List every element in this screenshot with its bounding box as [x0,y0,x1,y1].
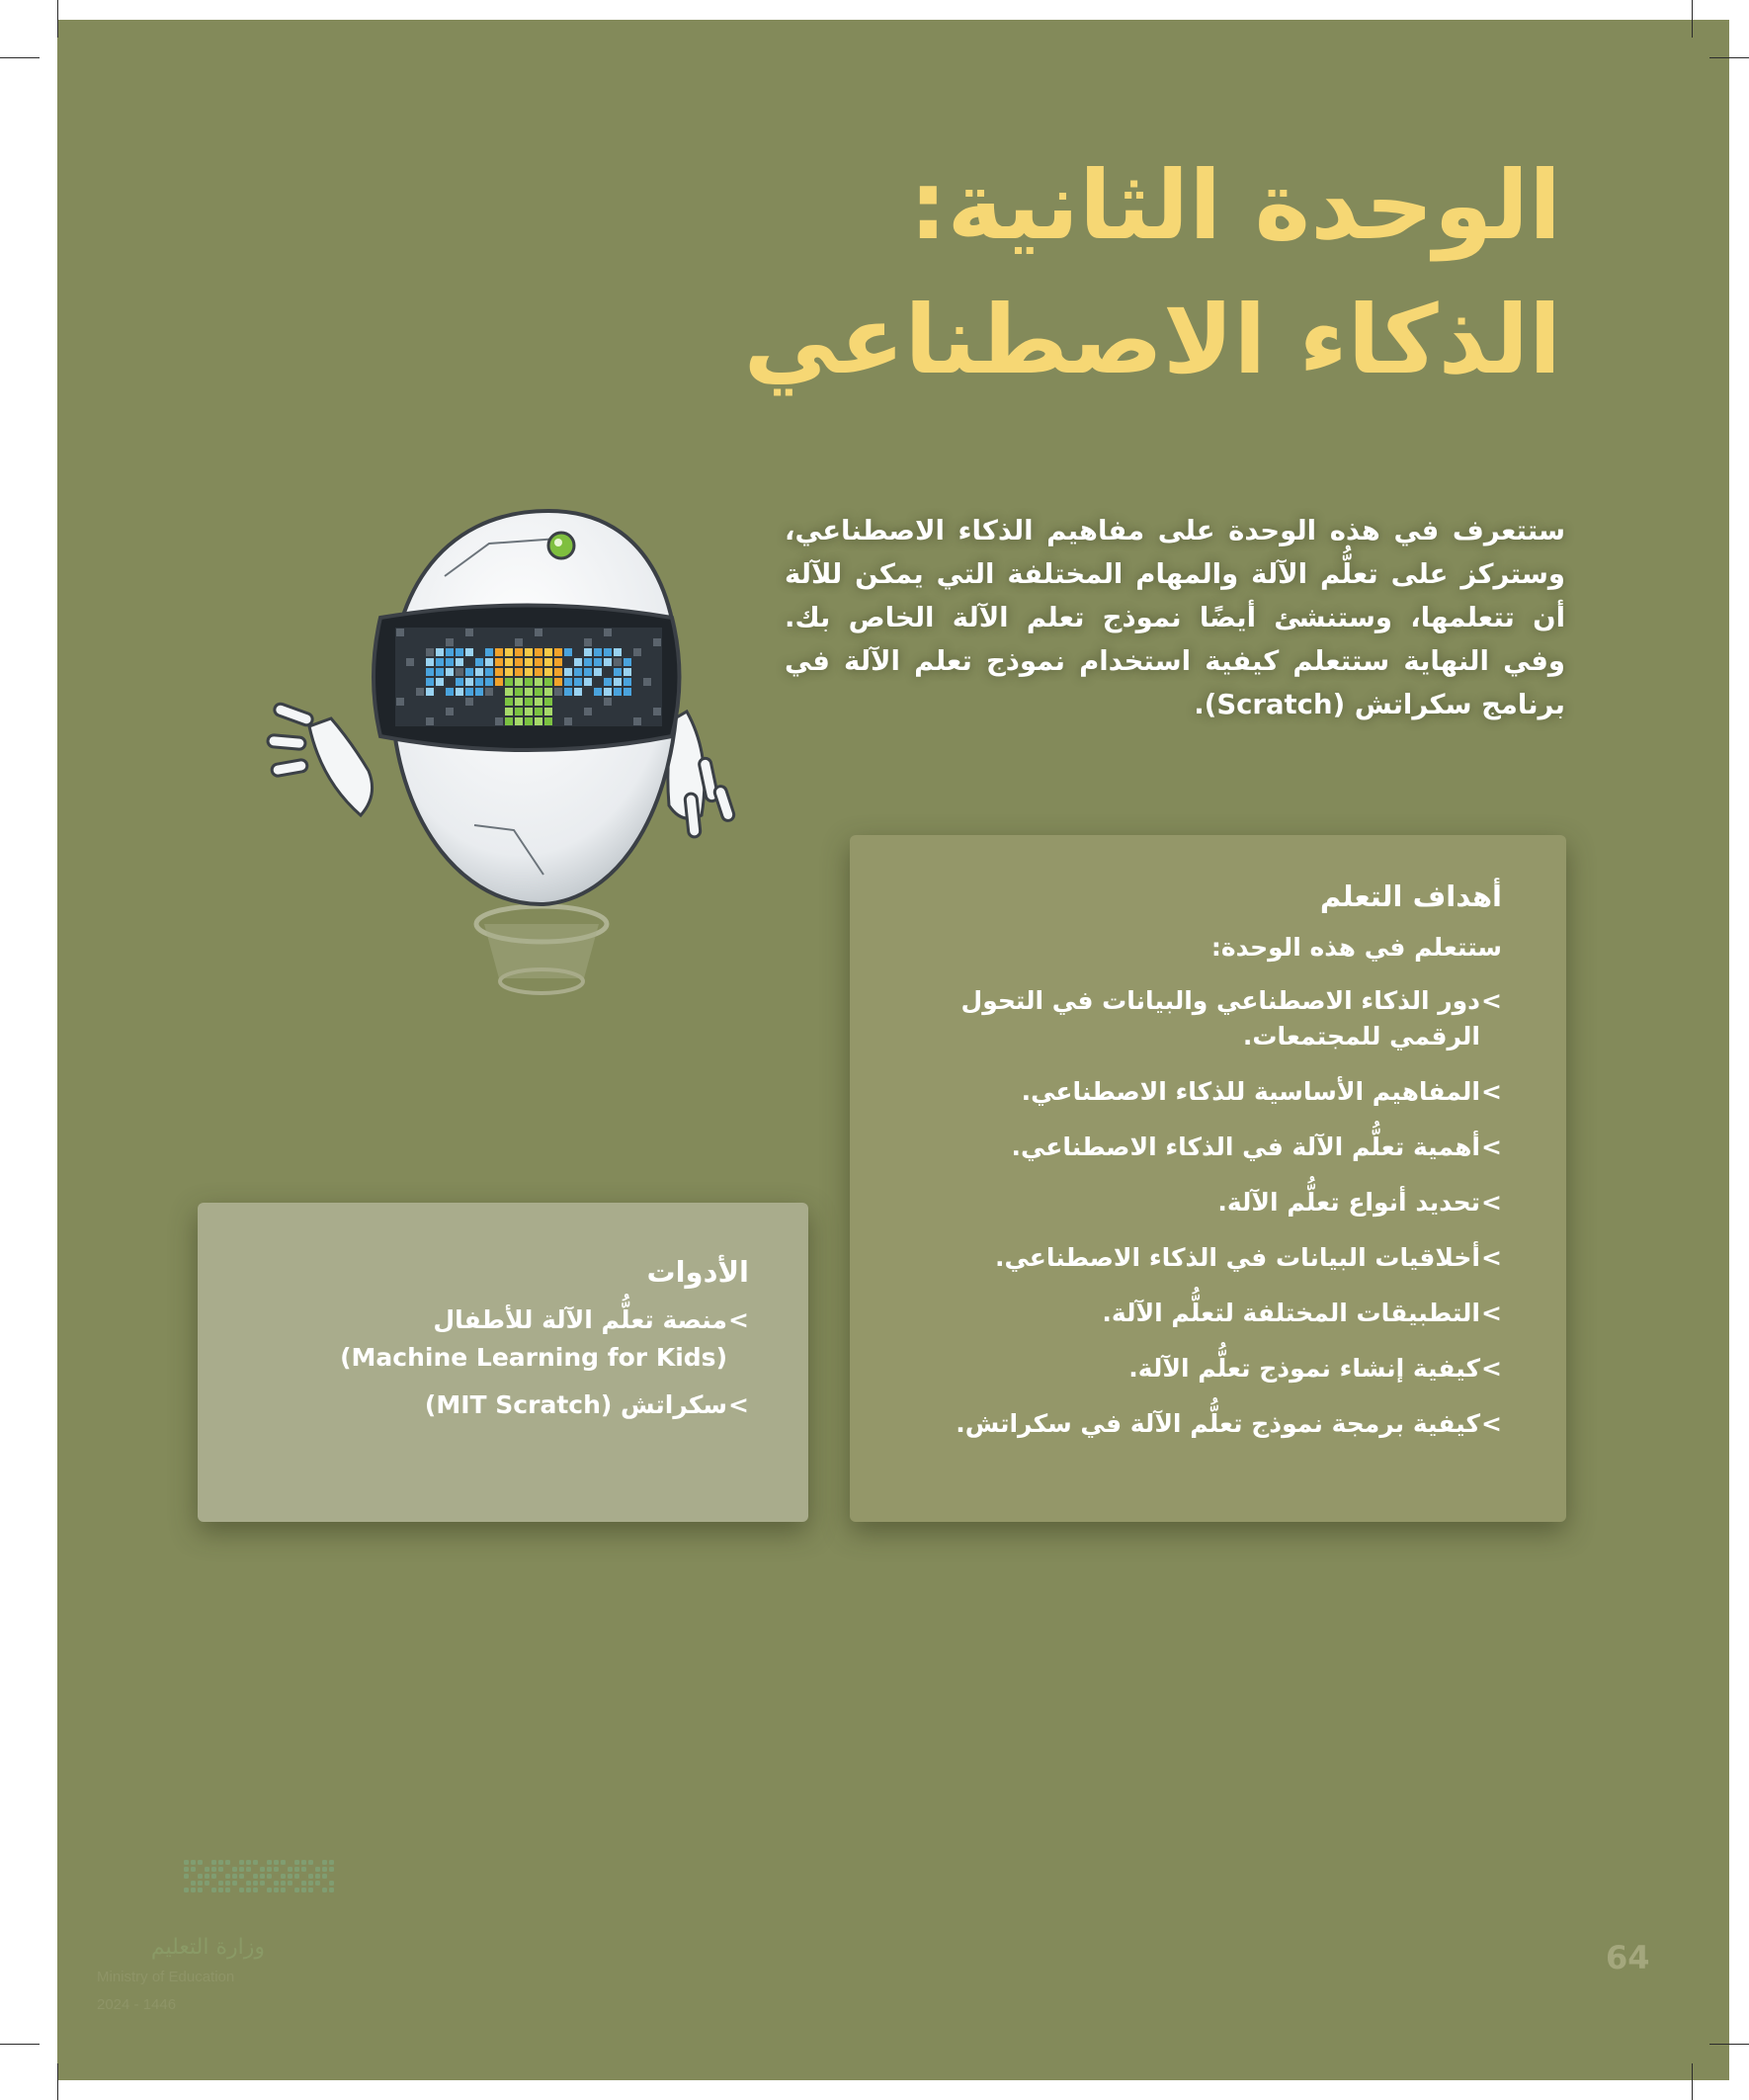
unit-intro: ستتعرف في هذه الوحدة على مفاهيم الذكاء الاصطناعي، وستركز على تعلُّم الآلة والمهام المختلفة التي يمكن للآلة أن تتعلمها، وستنشئ أيضًا نموذج تعلم الآلة الخاص بك. وفي النهاية ستتعلم كيفية استخدام نموذج تعلم الآلة في برنامج سكراتش (Scratch). [785,515,1565,720]
ministry-name-en: Ministry of Education [97,1969,235,1985]
ministry-year: 2024 - 1446 [97,1996,177,2013]
tools-list [237,1302,749,1424]
goal-item: > المفاهيم الأساسية للذكاء الاصطناعي. [889,1074,1502,1110]
goals-list [889,983,1502,1442]
tool-item-ml-kids-ar: منصة تعلُّم الآلة للأطفال [433,1305,727,1334]
unit-title [672,138,1561,407]
goal-item: > كيفية برمجة نموذج تعلُّم الآلة في سكراتش. [889,1406,1502,1442]
goal-item: > تحديد أنواع تعلُّم الآلة. [889,1185,1502,1220]
tools-box [198,1203,808,1522]
crop-mark [1709,2044,1749,2045]
page-number: 64 [1606,1939,1650,1976]
crop-mark [57,2063,58,2100]
crop-mark [57,0,58,38]
learning-goals-box [850,835,1566,1522]
tools-title: الأدوات [646,1255,749,1289]
robot-illustration [262,499,756,1013]
crop-mark [1709,57,1749,58]
crop-mark [0,2044,40,2045]
ministry-name-ar: وزارة التعليم [150,1935,265,1960]
goals-subtitle: ستتعلم في هذه الوحدة: [1210,933,1502,962]
tool-item [237,1302,749,1377]
goal-item: > أخلاقيات البيانات في الذكاء الاصطناعي. [889,1240,1502,1276]
crop-mark [1692,2063,1693,2100]
tool-item-ml-kids-en: (Machine Learning for Kids) [340,1343,727,1372]
crop-mark [1692,0,1693,38]
unit-title-line1: الوحدة الثانية: [909,150,1561,261]
goal-item: > دور الذكاء الاصطناعي والبيانات في التحول الرقمي للمجتمعات. [889,983,1502,1054]
goal-item: > أهمية تعلُّم الآلة في الذكاء الاصطناعي. [889,1130,1502,1165]
unit-title-line2: الذكاء الاصطناعي [743,285,1561,395]
goals-title: أهداف التعلم [1319,880,1502,913]
crop-mark [0,57,40,58]
goal-item: > كيفية إنشاء نموذج تعلُّم الآلة. [889,1351,1502,1386]
goal-item: > التطبيقات المختلفة لتعلُّم الآلة. [889,1296,1502,1331]
tool-item-scratch: > سكراتش (MIT Scratch) [237,1386,749,1424]
